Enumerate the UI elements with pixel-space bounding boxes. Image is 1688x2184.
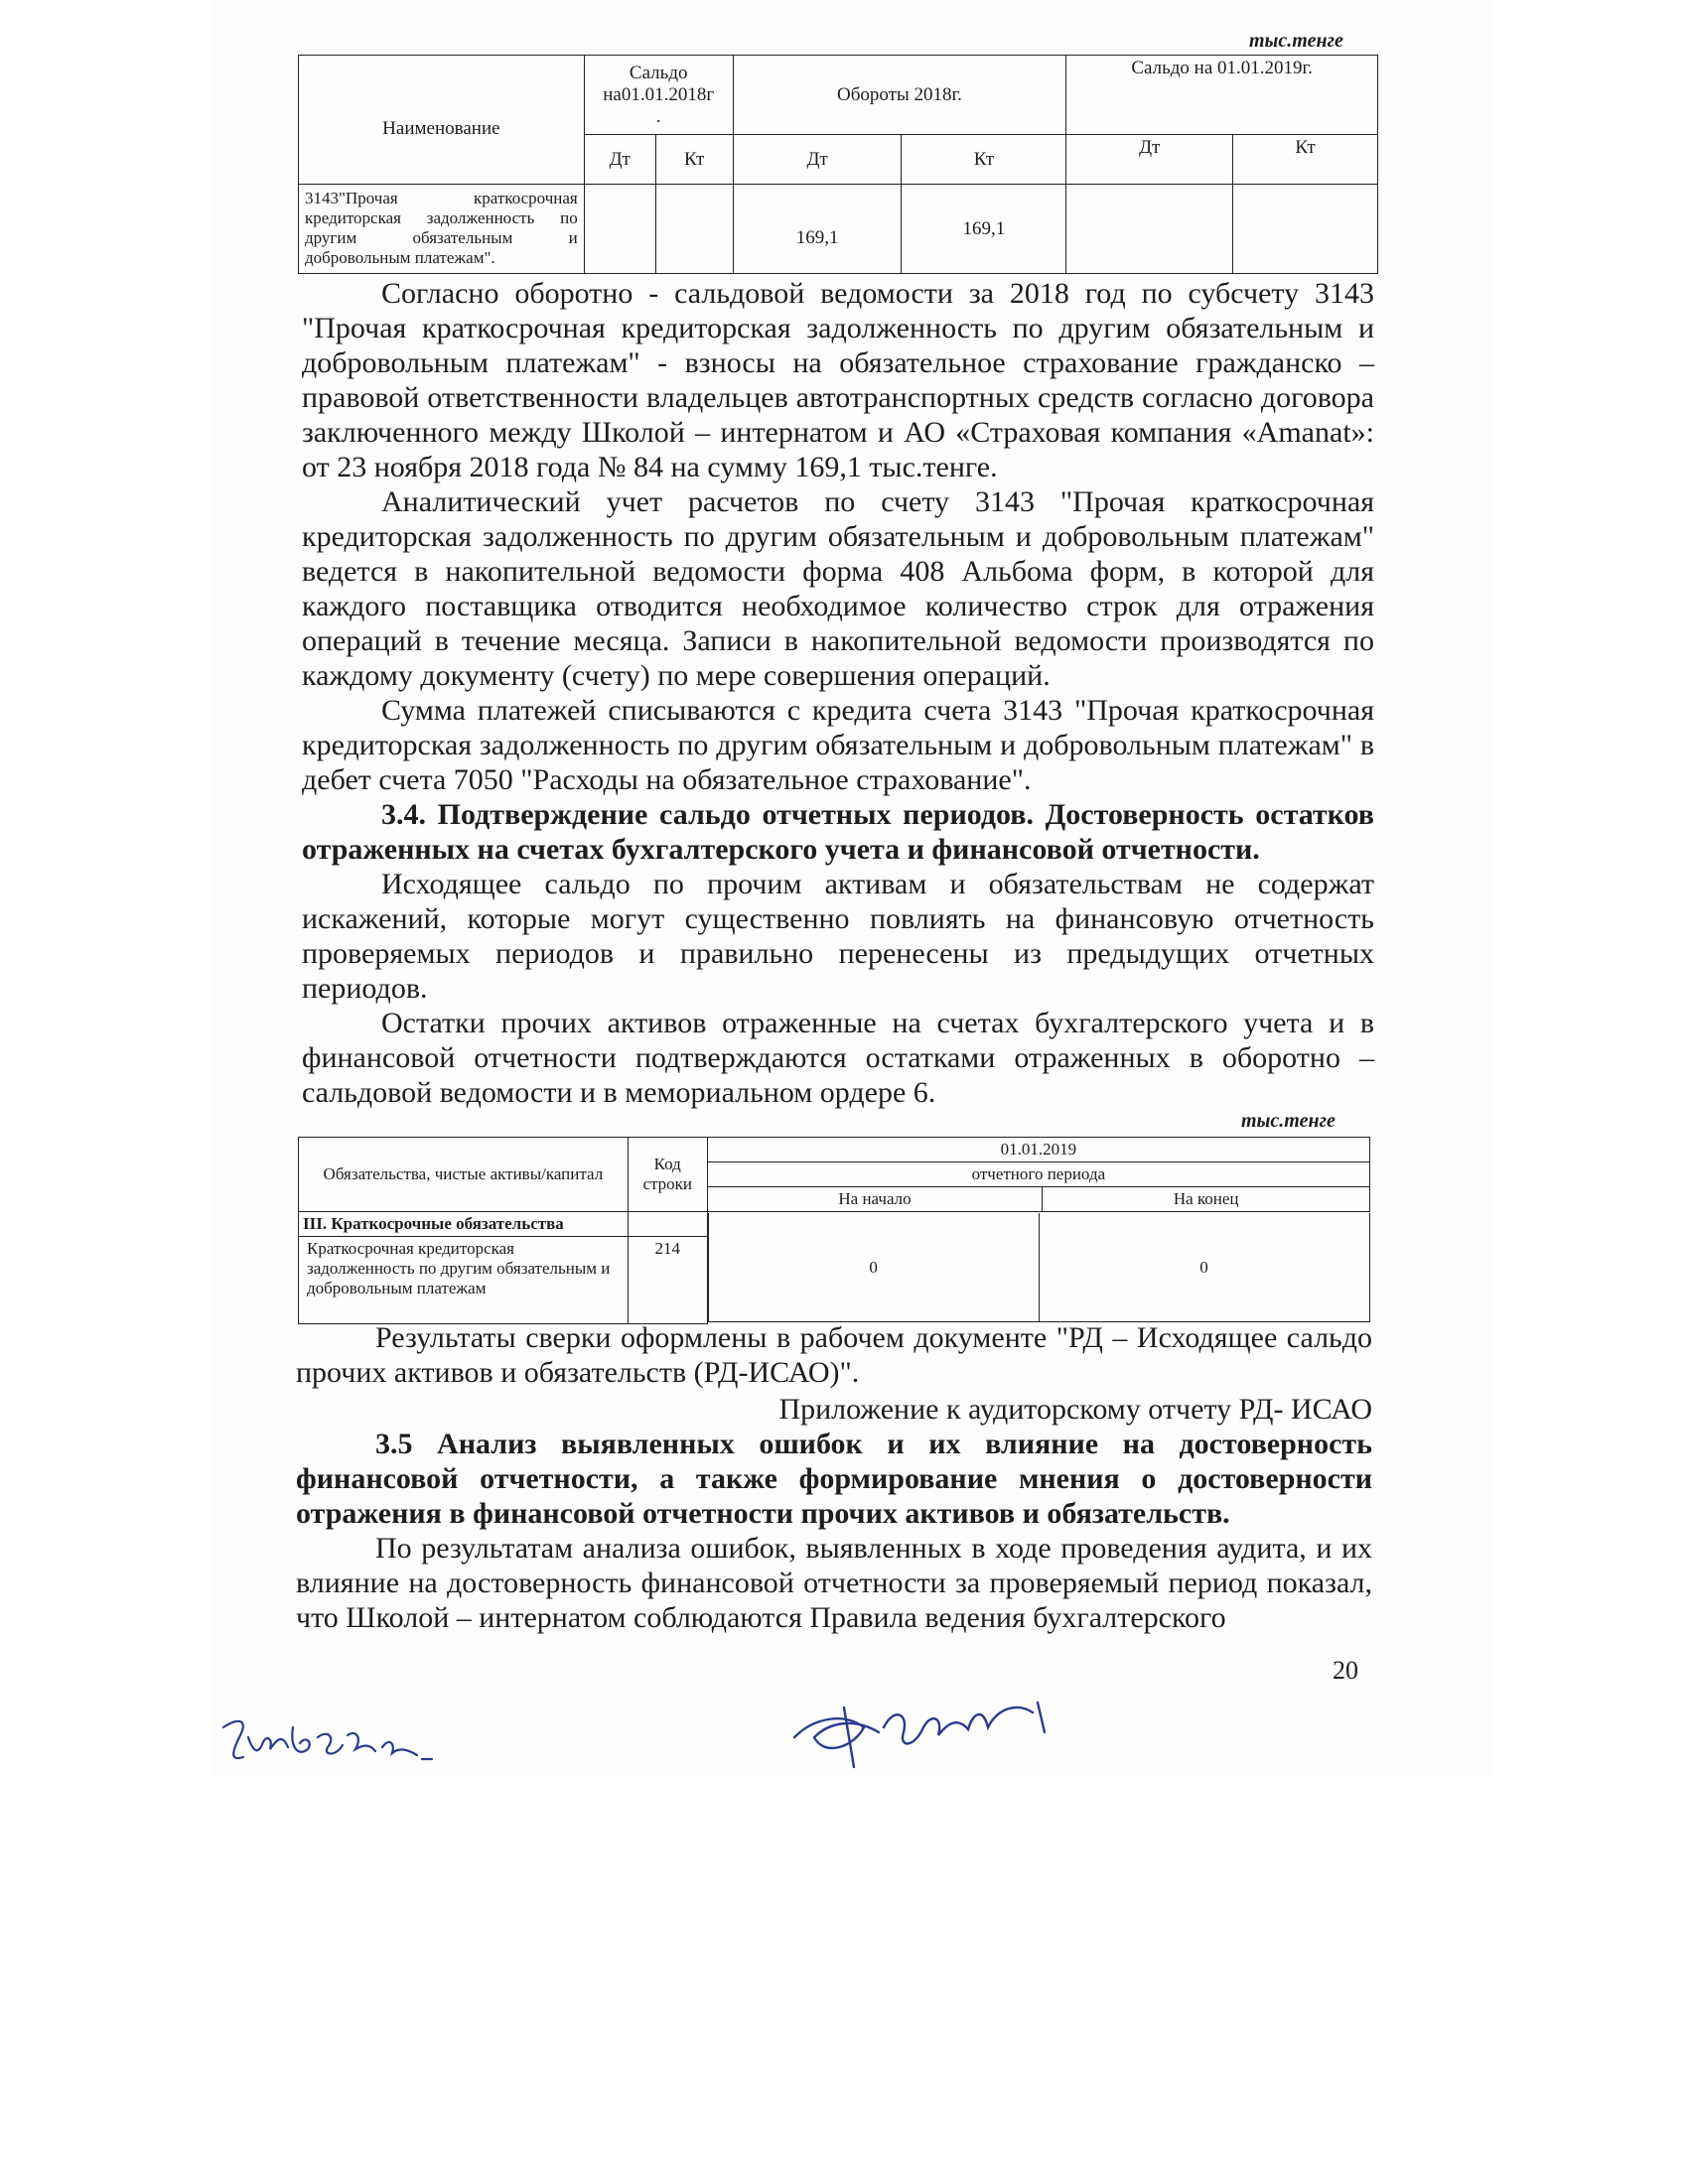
- header-dt-1: Дт: [584, 135, 655, 185]
- cell-saldo-start-dt: [584, 185, 655, 274]
- header-dt-3: Дт: [1066, 135, 1233, 185]
- cell-start-value: 0: [708, 1213, 1039, 1322]
- header-turnover: Обороты 2018г.: [733, 56, 1066, 135]
- row-liability-name: Краткосрочная кредиторская задолженность по другим обязательным и добровольным платежам: [299, 1237, 629, 1324]
- unit-label-middle: тыс.тенге: [1241, 1110, 1336, 1132]
- signature-left: [218, 1707, 437, 1777]
- saldo-table: [298, 55, 1378, 274]
- cell-turnover-kt: 169,1: [902, 185, 1066, 274]
- header-saldo-start: [584, 56, 733, 135]
- row-name: 3143"Прочая краткосрочная кредиторская задолженность по другим обязательным и добровольным платежам".: [299, 185, 585, 274]
- header-dt-2: Дт: [733, 135, 902, 185]
- header-kt-3: Кт: [1233, 135, 1378, 185]
- header-date: 01.01.2019: [707, 1138, 1369, 1162]
- header-name: Наименование: [299, 56, 585, 185]
- body-text-2: [296, 1320, 1372, 1635]
- cell-saldo-end-dt: [1066, 185, 1233, 274]
- header-code: Код строки: [628, 1138, 707, 1212]
- paragraph-5: Остатки прочих активов отраженные на счетах бухгалтерского учета и в финансовой отчетности подтверждаются остатками отраженных в оборотно – сальдовой ведомости и в мемориальном ордере 6.: [302, 1007, 1374, 1109]
- liabilities-table: [298, 1137, 1370, 1324]
- cell-end-value: 0: [1039, 1213, 1369, 1322]
- paragraph-6: Результаты сверки оформлены в рабочем документе "РД – Исходящее сальдо прочих активов и обязательств (РД-ИСАО)".: [296, 1321, 1372, 1389]
- paragraph-2: Аналитический учет расчетов по счету 3143 "Прочая краткосрочная кредиторская задолженность по другим обязательным и добровольным платежам" ведется в накопительной ведомости форма 408 Альбома форм, в которой для каждого поставщика отводится необходимое количество строк для отражения операций в течение месяца. Записи в накопительной ведомости производятся по каждому документу (счету) по мере совершения операций.: [302, 485, 1374, 692]
- header-saldo-end: Сальдо на 01.01.2019г.: [1066, 56, 1378, 135]
- page-number: 20: [1333, 1656, 1358, 1685]
- paragraph-3: Сумма платежей списываются с кредита счета 3143 "Прочая краткосрочная кредиторская задолженность по другим обязательным и добровольным платежам" в дебет счета 7050 "Расходы на обязательное страхование".: [302, 694, 1374, 796]
- header-saldo-start-text: Сальдо на01.01.2018г: [603, 62, 715, 105]
- header-start: На начало: [707, 1187, 1043, 1212]
- cell-saldo-end-kt: [1233, 185, 1378, 274]
- signature-right: [784, 1678, 1062, 1777]
- values-subtable: [708, 1213, 1370, 1322]
- paragraph-4: Исходящее сальдо по прочим активам и обязательствам не содержат искажений, которые могут существенно повлиять на финансовую отчетность проверяемых периодов и правильно перенесены из предыдущих отчетных периодов.: [302, 868, 1374, 1005]
- header-kt-2: Кт: [902, 135, 1066, 185]
- cell-saldo-start-kt: [655, 185, 733, 274]
- header-end: На конец: [1043, 1187, 1370, 1212]
- paragraph-7: По результатам анализа ошибок, выявленных в ходе проведения аудита, и их влияние на достоверность финансовой отчетности за проверяемый период показал, что Школой – интернатом соблюдаются Правила ведения бухгалтерского: [296, 1532, 1372, 1634]
- body-text-1: [302, 276, 1374, 1110]
- section-row: III. Краткосрочные обязательства: [299, 1212, 629, 1237]
- header-period: отчетного периода: [707, 1162, 1369, 1187]
- values-wrapper: [707, 1212, 1369, 1324]
- header-kt-1: Кт: [655, 135, 733, 185]
- row-code: 214: [628, 1237, 707, 1324]
- header-saldo-start-dot: .: [655, 105, 661, 127]
- header-liabilities: Обязательства, чистые активы/капитал: [299, 1138, 629, 1212]
- section-heading-3-5: 3.5 Анализ выявленных ошибок и их влияние на достоверность финансовой отчетности, а также формирование мнения о достоверности отражения в финансовой отчетности прочих активов и обязательств.: [296, 1428, 1372, 1530]
- appendix-note: Приложение к аудиторскому отчету РД- ИСАО: [778, 1393, 1372, 1426]
- section-heading-3-4: 3.4. Подтверждение сальдо отчетных периодов. Достоверность остатков отраженных на счетах бухгалтерского учета и финансовой отчетности.: [302, 798, 1374, 866]
- table-row: [299, 185, 1378, 274]
- paragraph-1: Согласно оборотно - сальдовой ведомости за 2018 год по субсчету 3143 "Прочая краткосрочная кредиторская задолженность по другим обязательным и добровольным платежам" - взносы на обязательное страхование гражданско – правовой ответственности владельцев автотранспортных средств согласно договора заключенного между Школой – интернатом и АО «Страховая компания «Amanat»: от 23 ноября 2018 года № 84 на сумму 169,1 тыс.тенге.: [302, 277, 1374, 483]
- cell-turnover-dt: 169,1: [733, 185, 902, 274]
- unit-label-top: тыс.тенге: [1249, 30, 1343, 52]
- section-code-cell: [628, 1212, 707, 1237]
